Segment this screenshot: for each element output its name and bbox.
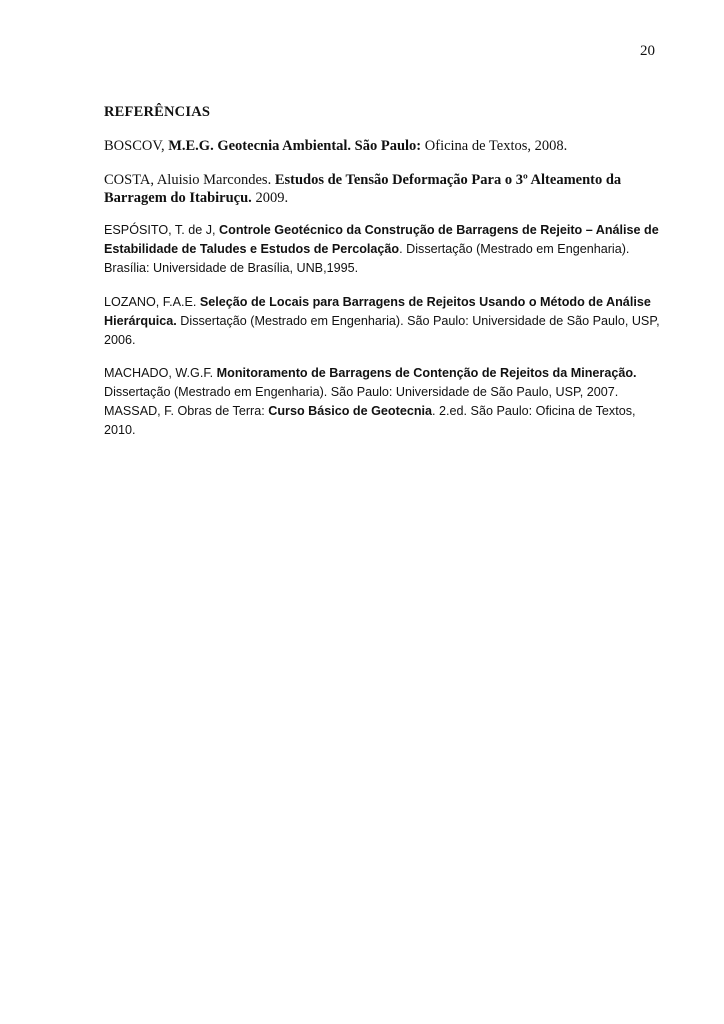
reference-lozano xyxy=(104,293,664,350)
reference-author: LOZANO, F.A.E. xyxy=(104,295,200,309)
reference-title: Curso Básico de Geotecnia xyxy=(268,404,433,418)
reference-author: MACHADO, W.G.F. xyxy=(104,366,217,380)
reference-title: Seleção de Locais para Barragens de Rejeitos Usando o Método de Análise Hierárquica. xyxy=(104,295,651,328)
reference-author: MASSAD, F. Obras de Terra: xyxy=(104,404,269,418)
reference-details: Oficina de Textos, 2008. xyxy=(421,138,568,154)
reference-costa xyxy=(104,171,664,207)
reference-author: COSTA, Aluisio Marcondes. xyxy=(104,172,275,188)
reference-details: . 2.ed. São Paulo: Oficina de Textos, 2010. xyxy=(104,404,636,437)
reference-details: Dissertação (Mestrado em Engenharia). São Paulo: Universidade de São Paulo, USP, 2006. xyxy=(104,314,660,347)
reference-title: Controle Geotécnico da Construção de Barragens de Rejeito – Análise de Estabilidade de Taludes e Estudos de Percolação xyxy=(104,223,659,256)
reference-details: . Dissertação (Mestrado em Engenharia). Brasília: Universidade de Brasília, UNB,1995. xyxy=(104,242,630,275)
reference-title: Monitoramento de Barragens de Contenção de Rejeitos da Mineração. xyxy=(216,366,637,380)
reference-esposito xyxy=(104,221,664,278)
reference-author: BOSCOV, xyxy=(104,138,169,154)
reference-author: ESPÓSITO, T. de J, xyxy=(104,223,220,237)
reference-boscov xyxy=(104,137,664,155)
reference-details: 2009. xyxy=(251,190,289,206)
reference-title: Estudos de Tensão Deformação Para o 3º Alteamento da Barragem do Itabiruçu. xyxy=(104,172,622,206)
reference-machado-massad xyxy=(104,364,664,440)
reference-title: M.E.G. Geotecnia Ambiental. São Paulo: xyxy=(168,138,422,154)
page-number: 20 xyxy=(640,43,655,59)
reference-details: Dissertação (Mestrado em Engenharia). São Paulo: Universidade de São Paulo, USP, 2007. xyxy=(104,385,619,399)
references-heading: REFERÊNCIAS xyxy=(104,104,211,120)
